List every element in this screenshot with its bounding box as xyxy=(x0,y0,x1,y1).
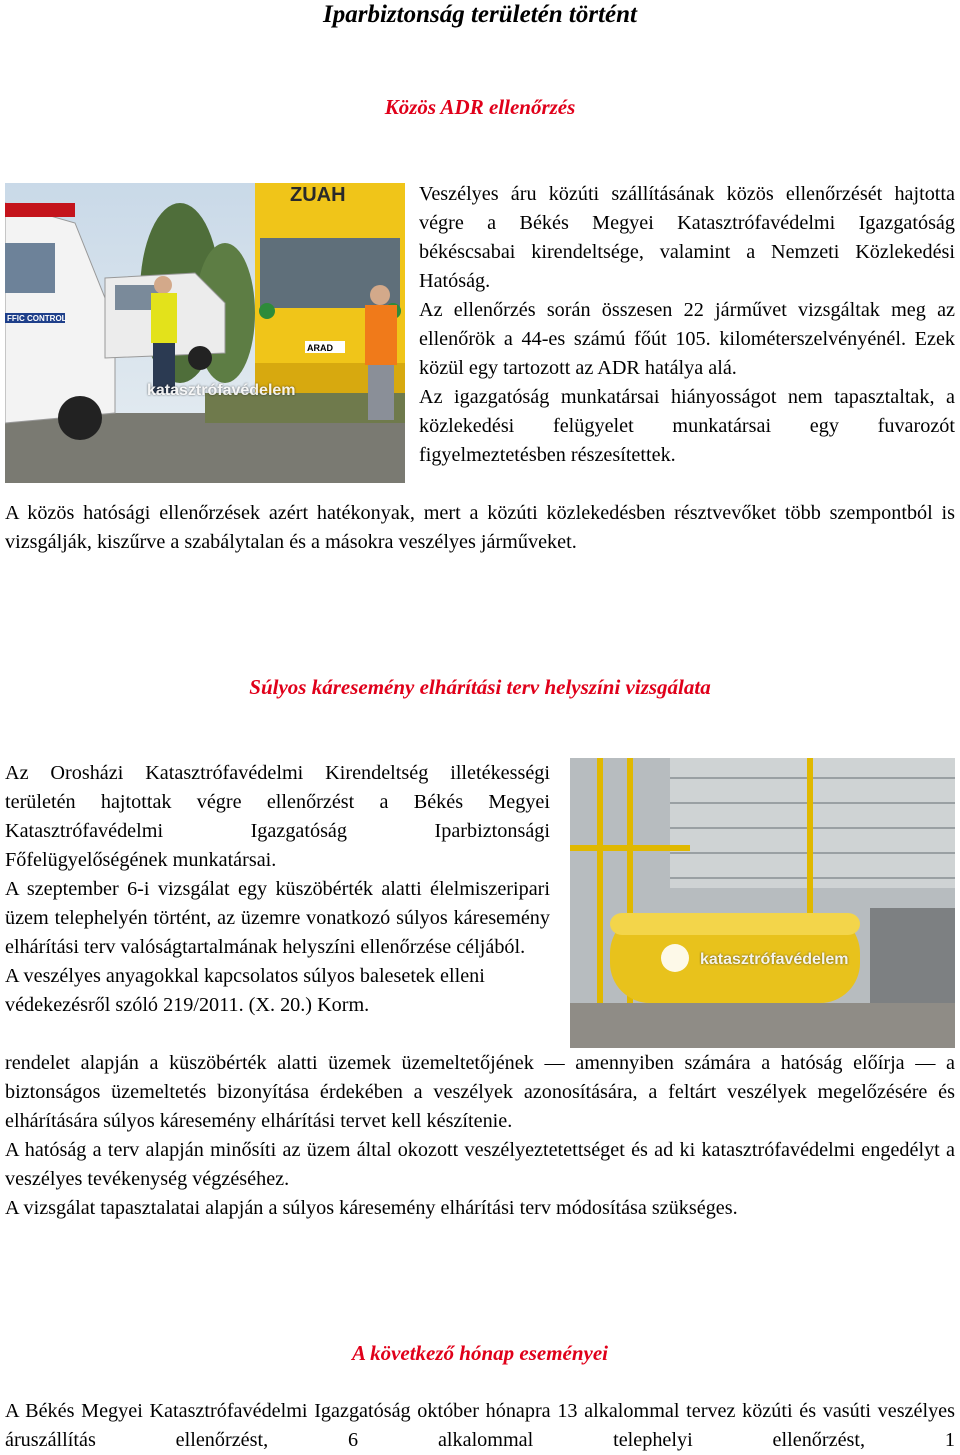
photo-watermark: katasztrófavédelem xyxy=(147,382,296,399)
section-heading-plan: Súlyos káresemény elhárítási terv helyszíni vizsgálata xyxy=(249,675,711,699)
section-heading-next-month: A következő hónap eseményei xyxy=(351,1341,609,1365)
plan-paragraph-2: A szeptember 6-i vizsgálat egy küszöbérték alatti élelmiszeripari üzem telephelyén történt, az üzemre vonatkozó súlyos káresemény elhárítási terv valóságtartalmának helyszíni ellenőrzése céljából. xyxy=(5,878,550,958)
section-heading-adr: Közös ADR ellenőrzés xyxy=(384,95,576,119)
adr-full-paragraph-block xyxy=(5,499,955,557)
plan-continuation-1: rendelet alapján a küszöbérték alatti üzemek üzemeltetőjének — amennyiben számára a hatóság előírja — a biztonságos üzemeltetés bizonyítása érdekében a veszélyek azonosítására, a feltárt veszélyek megelőzésére és elhárítására súlyos káresemény elhárítási tervet kell készítenie. xyxy=(5,1052,955,1132)
adr-text-block xyxy=(419,180,955,470)
plant-photo-illustration xyxy=(570,758,955,1048)
plan-paragraph-1: Az Orosházi Katasztrófavédelmi Kirendeltség illetékességi területén hajtottak végre ellenőrzést a Békés Megyei Katasztrófavédelmi Igazgatóság Iparbiztonsági Főfelügyelőségének munkatársai. xyxy=(5,762,550,871)
plan-text-block-full xyxy=(5,1049,955,1223)
adr-paragraph-1: Veszélyes áru közúti szállításának közös ellenőrzését hajtotta végre a Békés Megyei Katasztrófavédelmi Igazgatóság békéscsabai kirendeltsége, valamint a Nemzeti Közlekedési Hatóság. xyxy=(419,183,955,292)
next-month-paragraph: A Békés Megyei Katasztrófavédelmi Igazgatóság október hónapra 13 alkalommal tervez közúti és vasúti veszélyes áruszállítás ellenőrzést, 6 alkalommal telephelyi ellenőrzést, 1 xyxy=(5,1400,955,1451)
page-title: Iparbiztonság területén történt xyxy=(323,1,637,28)
adr-full-paragraph: A közös hatósági ellenőrzések azért hatékonyak, mert a közúti közlekedésben résztvevőket több szempontból is vizsgálják, kiszűrve a szabálytalan és a másokra veszélyes járműveket. xyxy=(5,502,955,553)
plant-photo-watermark: katasztrófavédelem xyxy=(700,951,849,968)
truck-brand-text: ZUAH xyxy=(290,184,346,206)
plant-photo xyxy=(570,758,955,1048)
plate-text: ARAD xyxy=(307,343,333,353)
plan-paragraph-3: A veszélyes anyagokkal kapcsolatos súlyos balesetek elleni védekezésről szóló 219/2011. (X. 20.) Korm. xyxy=(5,965,485,1016)
plan-text-block-left xyxy=(5,759,550,1020)
plan-continuation-2: A hatóság a terv alapján minősíti az üzem által okozott veszélyeztetettséget és ad ki katasztrófavédelmi engedélyt a veszélyes tevékenység végzéséhez. xyxy=(5,1139,955,1190)
plan-continuation-3: A vizsgálat tapasztalatai alapján a súlyos káresemény elhárítási terv módosítása szükséges. xyxy=(5,1197,738,1219)
van-label-text: FFIC CONTROL xyxy=(7,314,67,323)
adr-paragraph-3: Az igazgatóság munkatársai hiányosságot nem tapasztaltak, a közlekedési felügyelet munkatársai egy fuvarozót figyelmeztetésben részesítettek. xyxy=(419,386,955,466)
adr-photo-illustration xyxy=(5,183,405,483)
adr-paragraph-2: Az ellenőrzés során összesen 22 járművet vizsgáltak meg az ellenőrök a 44-es számú főút 105. kilométerszelvényénél. Ezek közül egy tartozott az ADR hatálya alá. xyxy=(419,299,955,379)
adr-inspection-photo xyxy=(5,183,405,483)
next-month-text-block xyxy=(5,1397,955,1455)
